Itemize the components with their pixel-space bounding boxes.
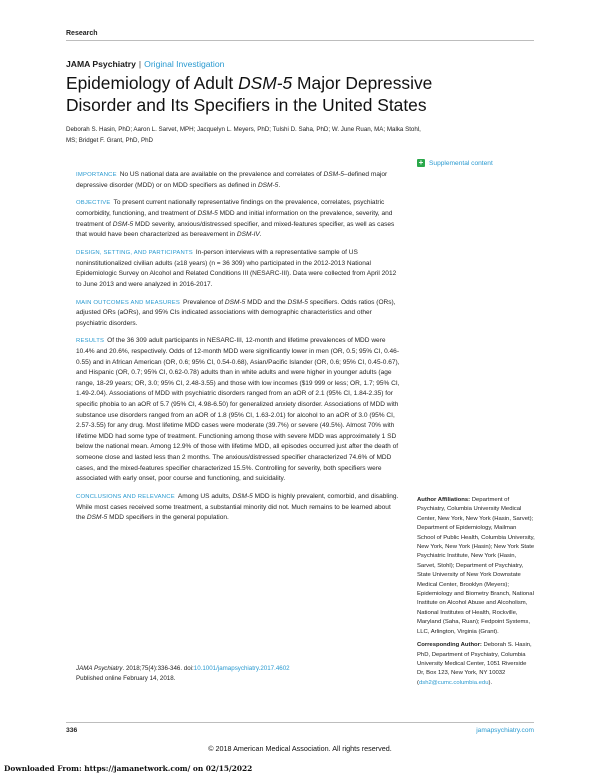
affiliations-label: Author Affiliations:	[417, 497, 471, 503]
conclusions-label: CONCLUSIONS AND RELEVANCE	[76, 493, 175, 500]
objective-text-4: .	[259, 231, 262, 239]
page-number: 336	[66, 727, 78, 734]
measures-text-2: MDD and the	[245, 298, 288, 306]
corresponding-author	[417, 641, 535, 688]
importance-text-1: No US national data are available on the prevalence and correlates of	[119, 171, 324, 178]
importance-label: IMPORTANCE	[76, 172, 117, 178]
affiliations-text: Department of Psychiatry, Columbia University Medical Center, New York, New York (Hasin, Sarvet); Department of Epidemiology, Mailman School of Public Health, Columbia University, New York, New York (Hasin); New York State Psychiatric Institute, New York (Hasin, Sarvet, Stohl); Department of Psychiatry, State University of New York Downstate Medical Center, Brooklyn (Meyers); Epidemiology and Biometry Branch, National Institute on Alcohol Abuse and Alcoholism, National Institutes of Health, Rockville, Maryland (Saha, Ruan); Fedpoint Systems, LLC, Arlington, Virginia (Grant).	[417, 497, 535, 635]
measures-italic-1: DSM-5	[224, 298, 246, 306]
objective-label: OBJECTIVE	[76, 200, 111, 207]
abstract-measures	[76, 298, 401, 330]
importance-text-2: –defined major depressive disorder (MDD) or on MDD specifiers as defined in	[76, 171, 388, 189]
abstract-results	[76, 336, 401, 484]
citation-line	[76, 664, 406, 674]
article-title	[66, 73, 496, 116]
copyright-notice: © 2018 American Medical Association. All rights reserved.	[208, 744, 392, 753]
article-type-link[interactable]: Original Investigation	[144, 59, 225, 69]
results-label: RESULTS	[76, 338, 105, 345]
importance-italic-1: DSM-5	[323, 171, 344, 178]
journal-site-link[interactable]: jamapsychiatry.com	[476, 727, 534, 734]
conclusions-text-3: MDD specifiers in the general population.	[107, 514, 229, 522]
measures-label: MAIN OUTCOMES AND MEASURES	[76, 299, 181, 306]
journal-separator: |	[138, 59, 142, 69]
corresponding-text: Deborah S. Hasin, PhD, Department of Psychiatry, Columbia University Medical Center, 1051 Riverside Dr, Box 123, New York, NY 10032 (	[417, 642, 532, 686]
abstract-design	[76, 248, 401, 290]
objective-italic-1: DSM-5	[197, 209, 218, 217]
conclusions-text-1: Among US adults,	[177, 492, 233, 500]
corresponding-label: Corresponding Author:	[417, 642, 482, 649]
title-italic: DSM-5	[238, 73, 293, 93]
objective-italic-3: DSM-IV	[236, 231, 260, 239]
objective-text-3: MDD severity, anxious/distressed specifier, and mixed-features specifier, as well as cases that would have been characterized as bereavement in	[76, 220, 395, 239]
design-text: In-person interviews with a representative sample of US noninstitutionalized civilian adults (≥18 years) (n = 36 309) who participated in the 2012-2013 National Epidemiologic Survey on Alcohol and Related Conditions III (NESARC-III). Data were collected from April 2012 to June 2013 and were analyzed in 2016-2017.	[76, 248, 397, 288]
supplemental-content-link[interactable]	[417, 159, 493, 167]
supplemental-label: Supplemental content	[429, 159, 493, 167]
measures-italic-2: DSM-5	[287, 298, 308, 306]
abstract-importance	[76, 170, 401, 191]
design-label: DESIGN, SETTING, AND PARTICIPANTS	[76, 249, 193, 256]
measures-text-3: specifiers. Odds ratios (ORs), adjusted ORs (aORs), and 95% CIs indicated associations with demographic characteristics and other psychiatric disorders.	[76, 298, 396, 327]
citation-ref: . 2018;75(4):336-346. doi:	[122, 665, 194, 672]
conclusions-italic-2: DSM-5	[86, 514, 108, 522]
email-link[interactable]: dsh2@cumc.columbia.edu	[418, 679, 489, 686]
abstract	[76, 170, 401, 531]
citation-journal: JAMA Psychiatry	[76, 665, 123, 672]
results-text: Of the 36 309 adult participants in NESARC-III, 12-month and lifetime prevalences of MDD were 10.4% and 20.6%, respectively. Odds of 12-month MDD were significantly lower in men (OR, 0.5; 95% CI, 0.46-0.55) and in African American (OR, 0.6; 95% CI, 0.54-0.68), Asian/Pacific Islander (OR, 0.6; 95% CI, 0.45-0.67), and Hispanic (OR, 0.7; 95% CI, 0.62-0.78) adults than in white adults and were higher in younger adults (age range, 18-29 years; OR, 3.0; 95% CI, 2.48-3.55) and those with low incomes ($19 999 or less; OR, 1.7; 95% CI, 1.49-2.04). Associations of MDD with psychiatric disorders ranged from an aOR of 2.1 (95% CI, 1.84-2.35) for specific phobia to an aOR of 5.7 (95% CI, 4.98-6.50) for generalized anxiety disorder. Associations of MDD with substance use disorders ranged from an aOR of 1.8 (95% CI, 1.63-2.01) for alcohol to an aOR of 3.0 (95% CI, 2.57-3.55) for any drug. Most lifetime MDD cases were moderate (39.7%) or severe (49.5%). Almost 70% with lifetime MDD had some type of treatment. Functioning among those with severe MDD was approximately 1 SD below the national mean. Among 12.9% of those with lifetime MDD, all episodes occurred just after the death of someone close and lasted less than 2 months. The anxious/distressed specifier characterized 74.6% of MDD cases, and the mixed-features specifier characterized 15.5%. Controlling for severity, both specifiers were associated with early onset, poor course and functioning, and suicidality.	[76, 337, 400, 483]
objective-text-2: MDD and initial information on the prevalence, severity, and treatment of	[76, 209, 393, 228]
importance-italic-2: DSM-5	[257, 181, 279, 189]
conclusions-text-2: MDD is highly prevalent, comorbid, and disabling. While most cases received some treatment, a substantial minority did not. Much remains to be learned about the	[76, 492, 399, 522]
journal-name: JAMA Psychiatry	[66, 59, 136, 69]
author-list: Deborah S. Hasin, PhD; Aaron L. Sarvet, MPH; Jacquelyn L. Meyers, PhD; Tulshi D. Saha, PhD; W. June Ruan, MA; Malka Stohl, MS; Bridget F. Grant, PhD, PhD	[66, 126, 421, 144]
author-affiliations	[417, 496, 535, 637]
footer-divider	[66, 722, 534, 723]
measures-text-1: Prevalence of	[183, 298, 225, 306]
author-info-sidebar	[417, 496, 535, 692]
abstract-conclusions	[76, 492, 401, 524]
download-stamp: Downloaded From: https://jamanetwork.com/ on 02/15/2022	[4, 764, 253, 773]
doi-link[interactable]: 10.1001/jamapsychiatry.2017.4602	[193, 665, 290, 672]
section-label: Research	[66, 30, 98, 37]
title-part1: Epidemiology of Adult	[66, 73, 239, 93]
conclusions-italic-1: DSM-5	[232, 492, 253, 500]
journal-line	[66, 59, 224, 69]
abstract-objective	[76, 198, 401, 240]
plus-icon: +	[418, 158, 424, 167]
title-part2: Major Depressive Disorder and Its Specifiers in the United States	[66, 73, 433, 115]
published-date: Published online February 14, 2018.	[76, 675, 176, 682]
corresponding-end: ).	[488, 679, 493, 686]
importance-text-3: .	[278, 181, 281, 189]
header-divider	[66, 40, 534, 41]
objective-italic-2: DSM-5	[112, 220, 134, 228]
objective-text-1: To present current nationally representative findings on the prevalence, correlates, psychiatric comorbidity, functioning, and treatment of	[76, 199, 385, 217]
citation	[76, 664, 406, 684]
